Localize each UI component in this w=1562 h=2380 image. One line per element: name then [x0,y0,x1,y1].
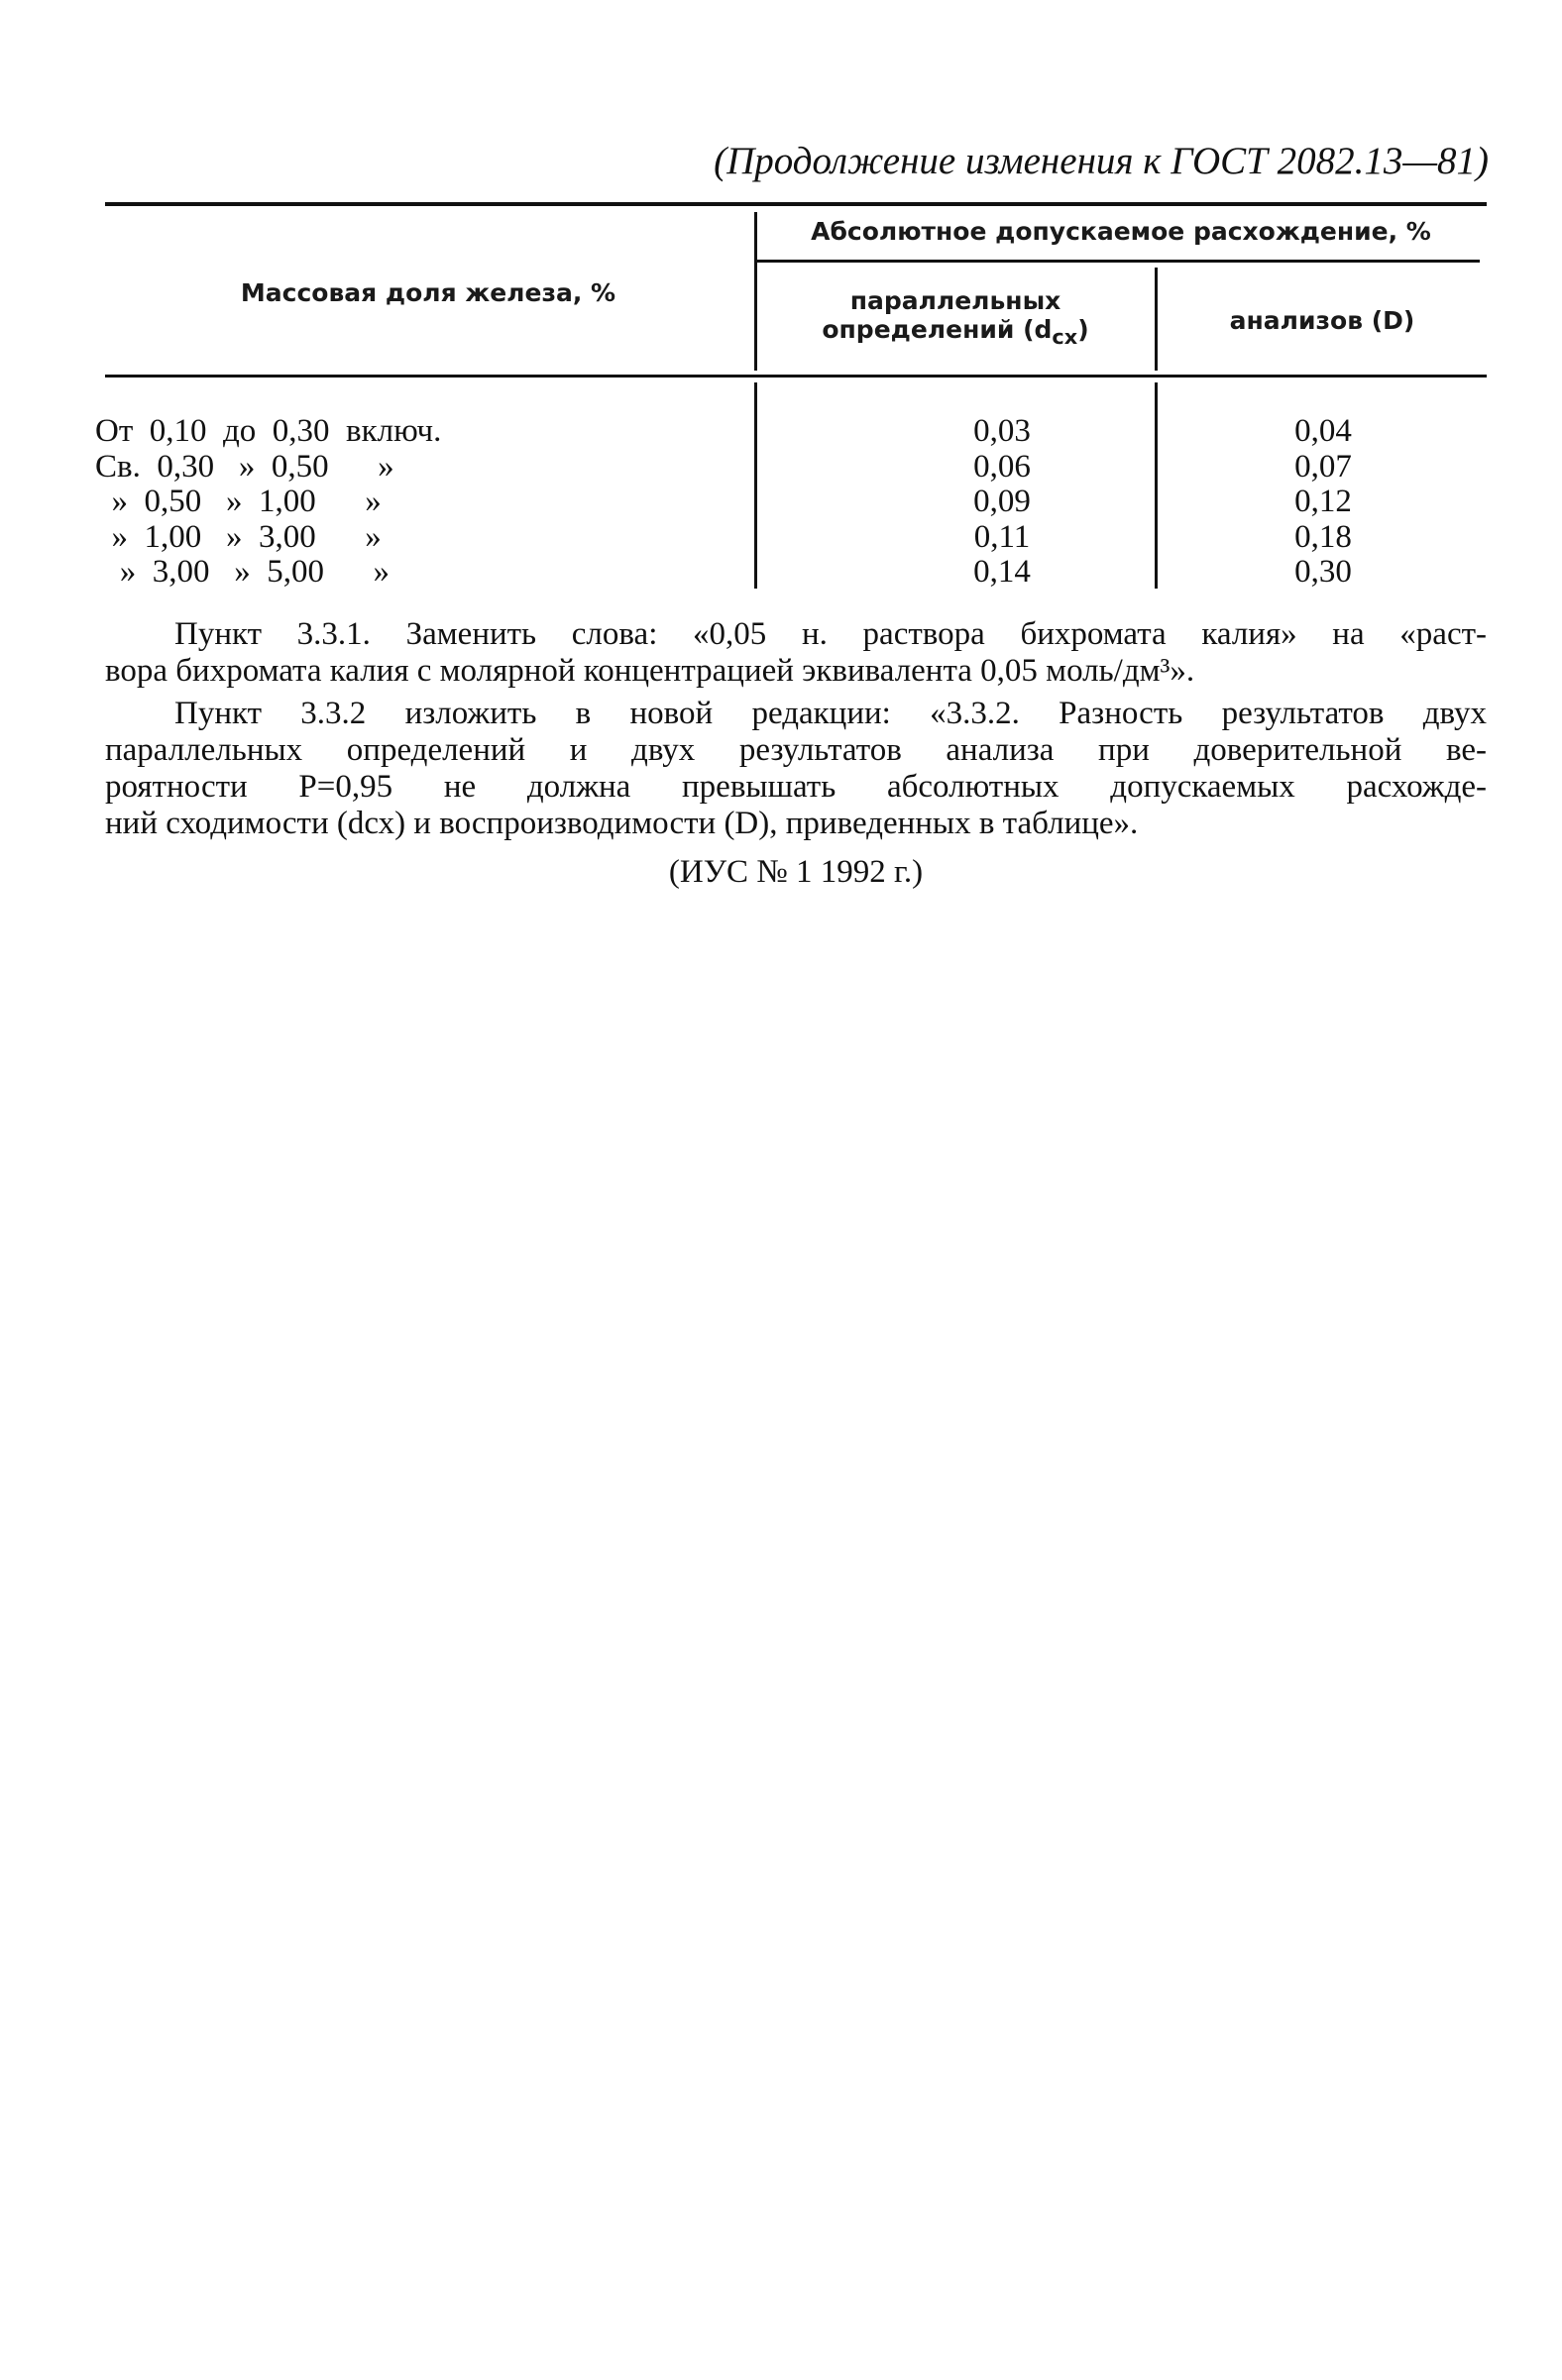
table-header-rule [105,375,1487,378]
paragraph-line: Пункт 3.3.2 изложить в новой редакции: «3.3.2. Разность результатов двух [174,696,1487,731]
column-header-parallel-text: параллельных определений (d [822,286,1061,344]
paragraph-line: параллельных определений и двух результатов анализа при доверительной ве- [105,732,1487,768]
cell-mass: От 0,10 до 0,30 включ. [95,413,442,449]
cell-parallel: 0,03 [973,413,1031,449]
table-row [95,555,1493,591]
cell-mass: » 0,50 » 1,00 » [95,484,382,519]
table-subheader-rule [756,260,1480,263]
cell-analysis: 0,18 [1294,518,1352,555]
table-divider [1155,268,1158,371]
table-row [95,485,1493,520]
table-row [95,414,1493,450]
table-top-rule [105,202,1487,206]
column-header-parallel [759,287,1152,350]
column-header-absolute: Абсолютное допускаемое расхождение, % [811,217,1431,246]
cell-parallel: 0,06 [973,448,1031,485]
column-header-parallel-tail: ) [1077,314,1089,344]
table-divider [754,212,757,371]
paragraph-line: Пункт 3.3.1. Заменить слова: «0,05 н. раствора бихромата калия» на «раст- [174,616,1487,652]
cell-mass: Св. 0,30 » 0,50 » [95,448,394,485]
cell-parallel: 0,09 [973,484,1031,519]
cell-mass: » 3,00 » 5,00 » [95,554,390,590]
column-header-analysis: анализов (D) [1229,306,1415,335]
table-body [95,414,1493,591]
paragraph-line: ний сходимости (dсх) и воспроизводимости (D), приведенных в таблице». [105,806,1139,841]
page-header: (Продолжение изменения к ГОСТ 2082.13—81) [714,140,1489,182]
paragraph-line: роятности P=0,95 не должна превышать абсолютных допускаемых расхожде- [105,769,1487,805]
column-header-parallel-sub: сх [1052,324,1078,349]
cell-parallel: 0,11 [973,518,1031,555]
cell-mass: » 1,00 » 3,00 » [95,518,382,555]
paragraph-line: вора бихромата калия с молярной концентрацией эквивалента 0,05 моль/дм³». [105,653,1195,689]
paragraph-3-3-1 [105,616,1487,690]
column-header-mass: Массовая доля железа, % [240,278,616,307]
paragraph-3-3-2 [105,696,1487,842]
table-row [95,450,1493,486]
cell-analysis: 0,30 [1294,554,1352,590]
table-row [95,520,1493,556]
cell-analysis: 0,12 [1294,484,1352,519]
cell-analysis: 0,07 [1294,448,1352,485]
cell-parallel: 0,14 [973,554,1031,590]
cell-analysis: 0,04 [1294,413,1352,449]
source-reference: (ИУС № 1 1992 г.) [668,854,924,890]
